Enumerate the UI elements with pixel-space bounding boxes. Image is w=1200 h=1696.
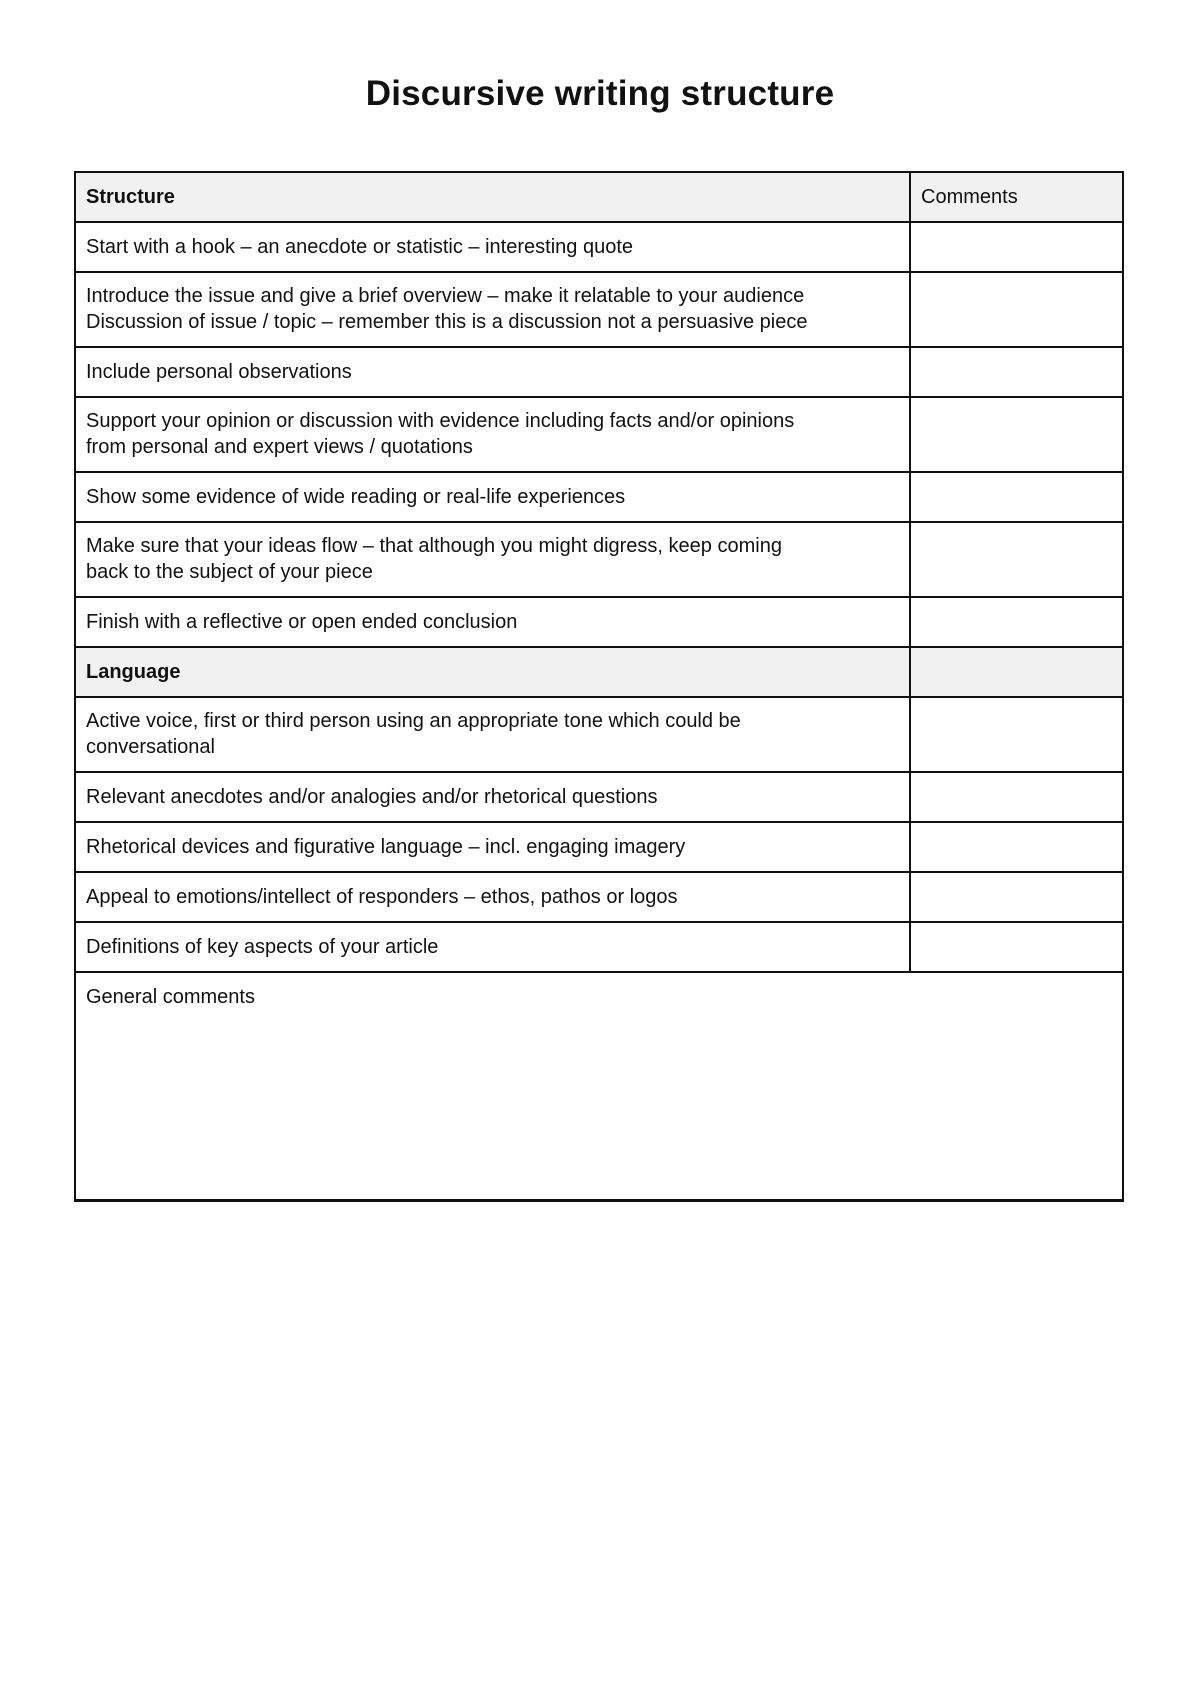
criterion-cell	[75, 922, 910, 972]
table-row	[75, 772, 1123, 822]
criterion-cell	[75, 272, 910, 347]
general-comments-label: General comments	[86, 986, 255, 1008]
criterion-text: Make sure that your ideas flow – that although you might digress, keep coming	[86, 535, 782, 557]
structure-header: Structure	[75, 172, 910, 222]
criterion-text: Definitions of key aspects of your article	[86, 936, 439, 958]
table-row	[75, 522, 1123, 597]
table-row	[75, 822, 1123, 872]
criterion-text: back to the subject of your piece	[86, 561, 373, 583]
criterion-text: Introduce the issue and give a brief overview – make it relatable to your audience	[86, 285, 805, 307]
criterion-text: Finish with a reflective or open ended conclusion	[86, 611, 518, 633]
language-header: Language	[75, 647, 910, 697]
criterion-cell	[75, 397, 910, 472]
criterion-text: Appeal to emotions/intellect of responders – ethos, pathos or logos	[86, 886, 678, 908]
criterion-cell	[75, 472, 910, 522]
criterion-text: Show some evidence of wide reading or real-life experiences	[86, 486, 626, 508]
language-header-row	[75, 647, 1123, 697]
table-row	[75, 472, 1123, 522]
table-row	[75, 347, 1123, 397]
comment-cell[interactable]	[910, 597, 1123, 647]
criterion-text: Support your opinion or discussion with evidence including facts and/or opinions	[86, 410, 795, 432]
page-title: Discursive writing structure	[365, 74, 835, 113]
comment-cell[interactable]	[910, 872, 1123, 922]
criterion-text: Rhetorical devices and figurative language – incl. engaging imagery	[86, 836, 686, 858]
checklist-table	[74, 171, 1124, 1202]
comment-cell[interactable]	[910, 222, 1123, 272]
criterion-text: Active voice, first or third person using an appropriate tone which could be	[86, 710, 741, 732]
comment-cell[interactable]	[910, 347, 1123, 397]
table-row	[75, 272, 1123, 347]
comment-cell[interactable]	[910, 922, 1123, 972]
comment-cell[interactable]	[910, 272, 1123, 347]
criterion-text: Relevant anecdotes and/or analogies and/or rhetorical questions	[86, 786, 658, 808]
comment-cell[interactable]	[910, 822, 1123, 872]
table-row	[75, 872, 1123, 922]
comments-header: Comments	[910, 172, 1123, 222]
table-row	[75, 597, 1123, 647]
comment-cell[interactable]	[910, 772, 1123, 822]
general-comments-row	[75, 972, 1123, 1201]
criterion-cell	[75, 697, 910, 772]
criterion-cell	[75, 772, 910, 822]
criterion-text: from personal and expert views / quotations	[86, 436, 473, 458]
table-row	[75, 222, 1123, 272]
criterion-cell	[75, 597, 910, 647]
table-row	[75, 922, 1123, 972]
table-row	[75, 697, 1123, 772]
comment-cell[interactable]	[910, 522, 1123, 597]
criterion-text: Start with a hook – an anecdote or statistic – interesting quote	[86, 236, 633, 258]
criterion-cell	[75, 522, 910, 597]
table-row	[75, 397, 1123, 472]
criterion-cell	[75, 347, 910, 397]
criterion-cell	[75, 872, 910, 922]
comment-cell[interactable]	[910, 697, 1123, 772]
criterion-text: Include personal observations	[86, 361, 352, 383]
comment-cell[interactable]	[910, 472, 1123, 522]
language-header-comment-cell	[910, 647, 1123, 697]
criterion-text: conversational	[86, 736, 215, 758]
comment-cell[interactable]	[910, 397, 1123, 472]
criterion-cell	[75, 222, 910, 272]
criterion-text: Discussion of issue / topic – remember this is a discussion not a persuasive piece	[86, 311, 808, 333]
general-comments-box[interactable]	[75, 972, 1123, 1201]
structure-header-row	[75, 172, 1123, 222]
criterion-cell	[75, 822, 910, 872]
